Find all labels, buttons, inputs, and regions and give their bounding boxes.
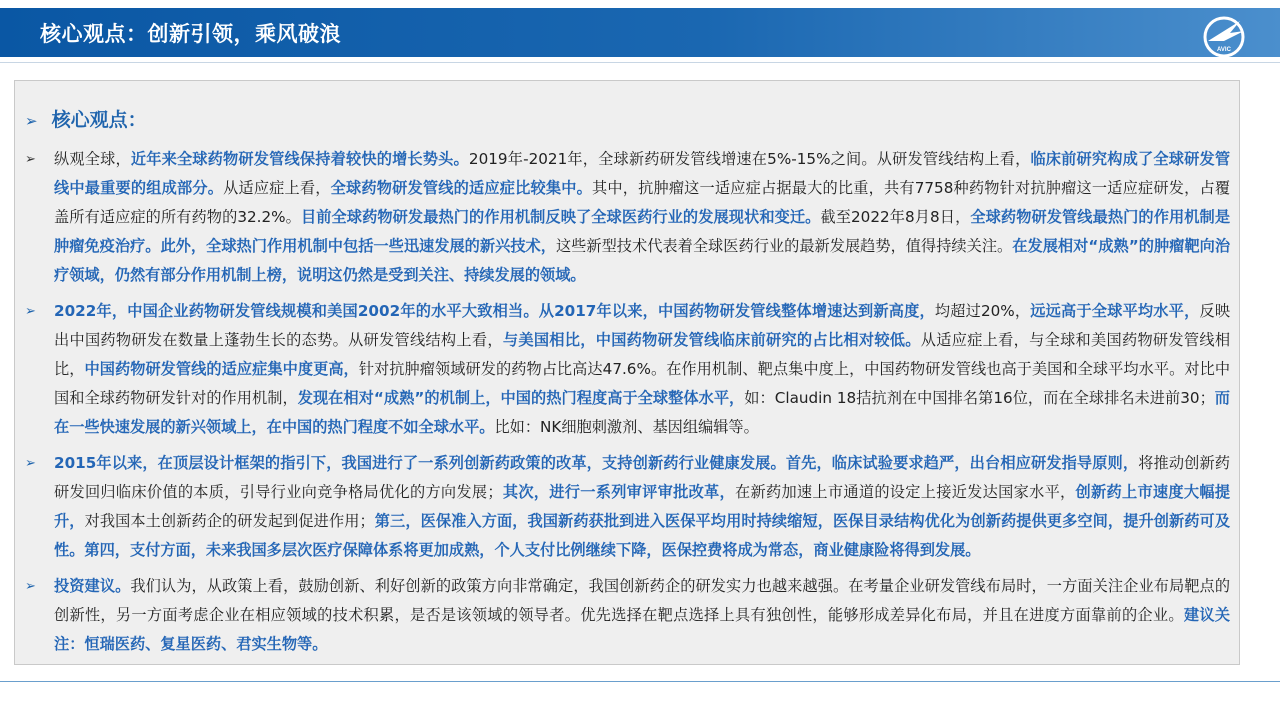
body-text: 针对抗肿瘤领域研发的药物占比高达47.6%。在作用机制、靶点集中度上，中国药物研发管线也高于美国和全球平均水平。对比中国和全球药物研发针对的作用机制，: [54, 360, 1231, 407]
body-text: 如：Claudin 18拮抗剂在中国排名第16位，而在全球排名未进前30；: [744, 389, 1215, 407]
highlighted-text: 临床前研究构成了全球研发管线中最重要的组成部分。: [54, 150, 1231, 197]
page-title: 核心观点：创新引领，乘风破浪: [40, 22, 341, 46]
logo-text: AVIC: [1217, 47, 1231, 53]
highlighted-text: 而在一些快速发展的新兴领域上，在中国的热门程度不如全球水平。: [54, 389, 1230, 436]
footer-divider: [0, 681, 1280, 682]
highlighted-text: 目前全球药物研发最热门的作用机制反映了全球医药行业的发展现状和变迁。: [300, 208, 821, 226]
title-bar: [0, 8, 1280, 57]
body-text: 均超过20%，: [934, 302, 1031, 320]
body-text: 从适应症上看，: [223, 179, 331, 197]
avic-logo-icon: [1200, 11, 1248, 59]
body-text: 2019年-2021年，全球新药研发管线增速在5%-15%之间。从研发管线结构上看，: [468, 150, 1031, 168]
body-text: 在新药加速上市通道的设定上接近发达国家水平，: [735, 483, 1076, 501]
body-text: 其中，抗肿瘤这一适应症占据最大的比重，共有7758种药物针对抗肿瘤这一适应症研发，占覆盖所有适应症的所有药物的32.2%。: [54, 179, 1231, 226]
bullet-list: [25, 145, 1230, 666]
highlighted-text: 投资建议。: [54, 577, 131, 595]
body-text: 比如：NK细胞刺激剂、基因组编辑等。: [494, 418, 759, 436]
highlighted-text: 2015年以来，在顶层设计框架的指引下，我国进行了一系列创新药政策的改革，支持创新药行业健康发展。首先，临床试验要求趋严，出台相应研发指导原则，: [54, 454, 1139, 472]
bullet-paragraph: [25, 572, 1230, 659]
body-text: 从适应症上看，与全球和美国药物研发管线相比，: [54, 331, 1231, 378]
highlighted-text: 建议关注：恒瑞医药、复星医药、君实生物等。: [54, 606, 1231, 653]
highlighted-text: 全球药物研发管线的适应症比较集中。: [330, 179, 592, 197]
content-panel: [14, 80, 1240, 665]
highlighted-text: 其次，进行一系列审评审批改革，: [502, 483, 736, 501]
bullet-paragraph: [25, 449, 1230, 565]
bullet-arrow-icon: ➢: [25, 152, 36, 167]
heading-arrow-icon: ➢: [25, 112, 38, 130]
body-text: 纵观全球，: [54, 150, 131, 168]
highlighted-text: 发现在相对“成熟”的机制上，中国的热门程度高于全球整体水平，: [297, 389, 745, 407]
body-text: 我们认为，从政策上看，鼓励创新、利好创新的政策方向非常确定，我国创新药企的研发实力也越来越强。在考量企业研发管线布局时，一方面关注企业布局靶点的创新性，另一方面考虑企业在相应领域的技术积累，是否是该领域的领导者。优先选择在靶点选择上具有独创性，能够形成差异化布局，并且在进度方面靠前的企业。: [54, 577, 1231, 624]
body-text: 反映出中国药物研发在数量上蓬勃生长的态势。从研发管线结构上看，: [54, 302, 1231, 349]
highlighted-text: 与美国相比，中国药物研发管线临床前研究的占比相对较低。: [502, 331, 921, 349]
body-text: 截至2022年8月8日，: [820, 208, 971, 226]
highlighted-text: 在发展相对“成熟”的肿瘤靶向治疗领域，仍然有部分作用机制上榜，说明这仍然是受到关注、持续发展的领域。: [54, 237, 1231, 284]
section-heading: [25, 105, 147, 132]
bullet-arrow-icon: ➢: [25, 304, 36, 319]
highlighted-text: 创新药上市速度大幅提升，: [54, 483, 1231, 530]
bullet-arrow-icon: ➢: [25, 456, 36, 471]
bullet-paragraph: [25, 145, 1230, 290]
body-text: 对我国本土创新药企的研发起到促进作用；: [84, 512, 375, 530]
highlighted-text: 远远高于全球平均水平，: [1030, 302, 1200, 320]
body-text: 这些新型技术代表着全球医药行业的最新发展趋势，值得持续关注。: [555, 237, 1013, 255]
highlighted-text: 中国药物研发管线的适应症集中度更高，: [84, 360, 359, 378]
bullet-arrow-icon: ➢: [25, 579, 36, 594]
body-text: 将推动创新药研发回归临床价值的本质，引导行业向竞争格局优化的方向发展；: [54, 454, 1230, 501]
bullet-paragraph: [25, 297, 1230, 442]
header-divider: [0, 62, 1280, 63]
highlighted-text: 2022年，中国企业药物研发管线规模和美国2002年的水平大致相当。从2017年以来，中国药物研发管线整体增速达到新高度，: [54, 302, 935, 320]
section-heading-text: 核心观点：: [51, 109, 147, 131]
highlighted-text: 近年来全球药物研发管线保持着较快的增长势头。: [130, 150, 469, 168]
highlighted-text: 第三，医保准入方面，我国新药获批到进入医保平均用时持续缩短，医保目录结构优化为创新药提供更多空间，提升创新药可及性。第四，支付方面，未来我国多层次医疗保障体系将更加成熟，个人支付比例继续下降，医保控费将成为常态，商业健康险将得到发展。: [54, 512, 1231, 559]
highlighted-text: 全球药物研发管线最热门的作用机制是肿瘤免疫治疗。此外，全球热门作用机制中包括一些迅速发展的新兴技术，: [54, 208, 1231, 255]
